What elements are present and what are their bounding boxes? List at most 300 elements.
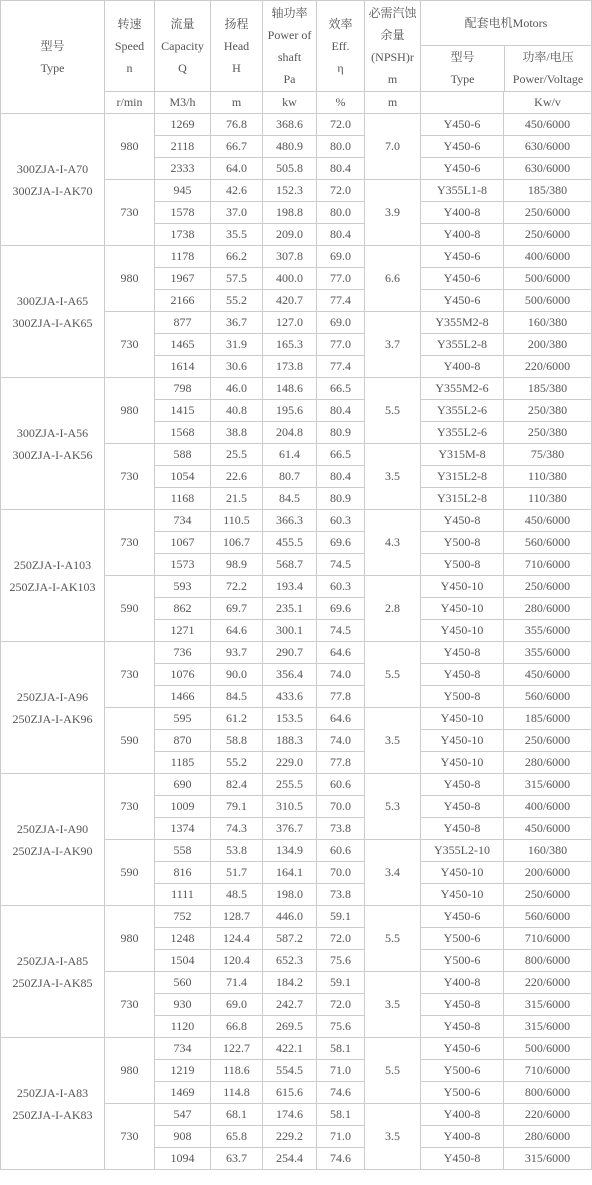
npsh-cell: 3.4 [365, 840, 421, 906]
head-cell: 38.8 [211, 422, 263, 444]
motor-pv-cell: 560/6000 [504, 532, 592, 554]
capacity-cell: 1465 [155, 334, 211, 356]
unit-npsh: m [365, 92, 421, 114]
motor-pv-cell: 185/380 [504, 180, 592, 202]
motor-type-cell: Y315L2-8 [421, 466, 504, 488]
head-cell: 84.5 [211, 686, 263, 708]
head-cell: 93.7 [211, 642, 263, 664]
power-cell: 568.7 [263, 554, 317, 576]
header-row [1, 1, 592, 92]
motor-type-cell: Y500-6 [421, 1082, 504, 1104]
motor-pv-cell: 400/6000 [504, 246, 592, 268]
head-cell: 25.5 [211, 444, 263, 466]
eff-cell: 72.0 [317, 928, 365, 950]
power-cell: 422.1 [263, 1038, 317, 1060]
eff-cell: 66.5 [317, 444, 365, 466]
power-cell: 198.8 [263, 202, 317, 224]
capacity-cell: 1466 [155, 686, 211, 708]
head-cell: 120.4 [211, 950, 263, 972]
npsh-cell: 3.5 [365, 708, 421, 774]
model-type-cell: 300ZJA-I-A70 300ZJA-I-AK70 [1, 114, 105, 246]
capacity-cell: 690 [155, 774, 211, 796]
motor-pv-cell: 355/6000 [504, 642, 592, 664]
motor-pv-cell: 280/6000 [504, 1126, 592, 1148]
power-cell: 505.8 [263, 158, 317, 180]
motor-pv-cell: 200/380 [504, 334, 592, 356]
head-cell: 76.8 [211, 114, 263, 136]
capacity-cell: 2166 [155, 290, 211, 312]
capacity-cell: 560 [155, 972, 211, 994]
eff-cell: 74.5 [317, 554, 365, 576]
motor-type-cell: Y450-8 [421, 642, 504, 664]
npsh-cell: 3.7 [365, 312, 421, 378]
head-cell: 106.7 [211, 532, 263, 554]
motor-pv-cell: 200/6000 [504, 862, 592, 884]
head-cell: 74.3 [211, 818, 263, 840]
model-type-cell: 250ZJA-I-A96 250ZJA-I-AK96 [1, 642, 105, 774]
motor-pv-cell: 315/6000 [504, 774, 592, 796]
table-body [1, 1, 592, 1170]
header-head: 扬程 Head H [211, 1, 263, 92]
motor-pv-cell: 250/6000 [504, 202, 592, 224]
speed-cell: 730 [105, 444, 155, 510]
head-cell: 58.8 [211, 730, 263, 752]
head-cell: 30.6 [211, 356, 263, 378]
eff-cell: 77.8 [317, 686, 365, 708]
power-cell: 254.4 [263, 1148, 317, 1170]
head-cell: 114.8 [211, 1082, 263, 1104]
eff-cell: 80.4 [317, 466, 365, 488]
eff-cell: 69.0 [317, 246, 365, 268]
capacity-cell: 595 [155, 708, 211, 730]
power-cell: 164.1 [263, 862, 317, 884]
motor-type-cell: Y450-10 [421, 752, 504, 774]
motor-pv-cell: 75/380 [504, 444, 592, 466]
motor-pv-cell: 250/380 [504, 422, 592, 444]
eff-cell: 60.3 [317, 510, 365, 532]
motor-pv-cell: 280/6000 [504, 598, 592, 620]
capacity-cell: 870 [155, 730, 211, 752]
eff-cell: 80.9 [317, 422, 365, 444]
power-cell: 368.6 [263, 114, 317, 136]
motor-pv-cell: 185/6000 [504, 708, 592, 730]
eff-cell: 75.6 [317, 950, 365, 972]
capacity-cell: 752 [155, 906, 211, 928]
npsh-cell: 3.5 [365, 444, 421, 510]
header-motor-type: 型号 Type [421, 46, 505, 91]
motor-pv-cell: 710/6000 [504, 928, 592, 950]
table-row [1, 114, 592, 136]
power-cell: 209.0 [263, 224, 317, 246]
eff-cell: 80.0 [317, 202, 365, 224]
capacity-cell: 945 [155, 180, 211, 202]
eff-cell: 59.1 [317, 972, 365, 994]
head-cell: 90.0 [211, 664, 263, 686]
header-power: 轴功率 Power of shaft Pa [263, 1, 317, 92]
capacity-cell: 1271 [155, 620, 211, 642]
motor-pv-cell: 450/6000 [504, 114, 592, 136]
head-cell: 69.7 [211, 598, 263, 620]
power-cell: 188.3 [263, 730, 317, 752]
motor-type-cell: Y450-8 [421, 774, 504, 796]
head-cell: 124.4 [211, 928, 263, 950]
eff-cell: 69.6 [317, 598, 365, 620]
head-cell: 118.6 [211, 1060, 263, 1082]
eff-cell: 74.6 [317, 1082, 365, 1104]
capacity-cell: 736 [155, 642, 211, 664]
header-motors [421, 1, 592, 92]
motor-type-cell: Y315L2-8 [421, 488, 504, 510]
power-cell: 174.6 [263, 1104, 317, 1126]
capacity-cell: 1185 [155, 752, 211, 774]
motor-type-cell: Y450-6 [421, 136, 504, 158]
motor-type-cell: Y355M2-8 [421, 312, 504, 334]
speed-cell: 730 [105, 510, 155, 576]
motor-pv-cell: 800/6000 [504, 950, 592, 972]
npsh-cell: 7.0 [365, 114, 421, 180]
capacity-cell: 1168 [155, 488, 211, 510]
capacity-cell: 1578 [155, 202, 211, 224]
eff-cell: 59.1 [317, 906, 365, 928]
motor-pv-cell: 110/380 [504, 466, 592, 488]
power-cell: 269.5 [263, 1016, 317, 1038]
capacity-cell: 593 [155, 576, 211, 598]
capacity-cell: 798 [155, 378, 211, 400]
npsh-cell: 3.5 [365, 972, 421, 1038]
eff-cell: 74.0 [317, 664, 365, 686]
capacity-cell: 1178 [155, 246, 211, 268]
header-speed: 转速 Speed n [105, 1, 155, 92]
npsh-cell: 5.5 [365, 642, 421, 708]
motor-type-cell: Y450-6 [421, 114, 504, 136]
motor-type-cell: Y450-6 [421, 268, 504, 290]
power-cell: 310.5 [263, 796, 317, 818]
capacity-cell: 877 [155, 312, 211, 334]
capacity-cell: 734 [155, 1038, 211, 1060]
npsh-cell: 6.6 [365, 246, 421, 312]
table-row [1, 1038, 592, 1060]
capacity-cell: 1568 [155, 422, 211, 444]
eff-cell: 72.0 [317, 994, 365, 1016]
motor-pv-cell: 160/380 [504, 312, 592, 334]
npsh-cell: 3.9 [365, 180, 421, 246]
eff-cell: 80.9 [317, 488, 365, 510]
npsh-cell: 4.3 [365, 510, 421, 576]
motor-pv-cell: 250/6000 [504, 224, 592, 246]
motor-pv-cell: 250/6000 [504, 884, 592, 906]
capacity-cell: 547 [155, 1104, 211, 1126]
eff-cell: 80.4 [317, 158, 365, 180]
header-npsh: 必需汽蚀 余量 (NPSH)r m [365, 1, 421, 92]
eff-cell: 73.8 [317, 818, 365, 840]
motor-type-cell: Y450-8 [421, 664, 504, 686]
eff-cell: 80.4 [317, 400, 365, 422]
motor-pv-cell: 450/6000 [504, 510, 592, 532]
motor-type-cell: Y450-8 [421, 510, 504, 532]
header-motor-pv: 功率/电压 Power/Voltage [512, 50, 584, 86]
table-row [1, 774, 592, 796]
motor-pv-cell: 220/6000 [504, 1104, 592, 1126]
capacity-cell: 1009 [155, 796, 211, 818]
eff-cell: 72.0 [317, 180, 365, 202]
motor-type-cell: Y315M-8 [421, 444, 504, 466]
power-cell: 134.9 [263, 840, 317, 862]
npsh-cell: 5.3 [365, 774, 421, 840]
head-cell: 64.0 [211, 158, 263, 180]
head-cell: 51.7 [211, 862, 263, 884]
motor-type-cell: Y450-6 [421, 1038, 504, 1060]
motor-pv-cell: 355/6000 [504, 620, 592, 642]
power-cell: 198.0 [263, 884, 317, 906]
power-cell: 152.3 [263, 180, 317, 202]
eff-cell: 58.1 [317, 1104, 365, 1126]
capacity-cell: 816 [155, 862, 211, 884]
power-cell: 356.4 [263, 664, 317, 686]
model-type-cell: 250ZJA-I-A103 250ZJA-I-AK103 [1, 510, 105, 642]
model-type-cell: 250ZJA-I-A83 250ZJA-I-AK83 [1, 1038, 105, 1170]
capacity-cell: 1076 [155, 664, 211, 686]
motor-type-cell: Y400-8 [421, 972, 504, 994]
eff-cell: 66.5 [317, 378, 365, 400]
model-type-cell: 250ZJA-I-A90 250ZJA-I-AK90 [1, 774, 105, 906]
capacity-cell: 1269 [155, 114, 211, 136]
table-row [1, 510, 592, 532]
npsh-cell: 5.5 [365, 1038, 421, 1104]
eff-cell: 80.4 [317, 224, 365, 246]
motor-type-cell: Y500-6 [421, 1060, 504, 1082]
motor-type-cell: Y500-6 [421, 950, 504, 972]
eff-cell: 80.0 [317, 136, 365, 158]
motor-type-cell: Y400-8 [421, 1126, 504, 1148]
head-cell: 42.6 [211, 180, 263, 202]
motor-type-cell: Y450-10 [421, 884, 504, 906]
motor-pv-cell: 185/380 [504, 378, 592, 400]
motor-pv-cell: 250/6000 [504, 730, 592, 752]
power-cell: 84.5 [263, 488, 317, 510]
motor-type-cell: Y450-6 [421, 158, 504, 180]
head-cell: 122.7 [211, 1038, 263, 1060]
eff-cell: 77.4 [317, 290, 365, 312]
table-row [1, 642, 592, 664]
power-cell: 242.7 [263, 994, 317, 1016]
motor-type-cell: Y450-10 [421, 862, 504, 884]
power-cell: 127.0 [263, 312, 317, 334]
head-cell: 66.2 [211, 246, 263, 268]
power-cell: 195.6 [263, 400, 317, 422]
capacity-cell: 1614 [155, 356, 211, 378]
motor-pv-cell: 500/6000 [504, 290, 592, 312]
eff-cell: 60.6 [317, 840, 365, 862]
power-cell: 554.5 [263, 1060, 317, 1082]
eff-cell: 64.6 [317, 642, 365, 664]
table-row [1, 246, 592, 268]
motor-type-cell: Y500-8 [421, 554, 504, 576]
speed-cell: 590 [105, 576, 155, 642]
motor-type-cell: Y450-10 [421, 576, 504, 598]
header-type: 型号 Type [1, 1, 105, 114]
unit-capacity: M3/h [155, 92, 211, 114]
motor-type-cell: Y355L2-10 [421, 840, 504, 862]
capacity-cell: 930 [155, 994, 211, 1016]
header-eff: 效率 Eff. η [317, 1, 365, 92]
motor-type-cell: Y500-8 [421, 532, 504, 554]
motor-type-cell: Y450-8 [421, 1148, 504, 1170]
capacity-cell: 1219 [155, 1060, 211, 1082]
unit-head: m [211, 92, 263, 114]
head-cell: 61.2 [211, 708, 263, 730]
motor-type-cell: Y450-10 [421, 708, 504, 730]
head-cell: 55.2 [211, 752, 263, 774]
head-cell: 69.0 [211, 994, 263, 1016]
head-cell: 21.5 [211, 488, 263, 510]
npsh-cell: 3.5 [365, 1104, 421, 1170]
motor-type-cell: Y450-10 [421, 730, 504, 752]
motor-type-cell: Y500-8 [421, 686, 504, 708]
eff-cell: 64.6 [317, 708, 365, 730]
eff-cell: 69.0 [317, 312, 365, 334]
motor-type-cell: Y500-6 [421, 928, 504, 950]
motor-pv-cell: 315/6000 [504, 1016, 592, 1038]
head-cell: 65.8 [211, 1126, 263, 1148]
motor-type-cell: Y355L2-8 [421, 334, 504, 356]
head-cell: 98.9 [211, 554, 263, 576]
motor-pv-cell: 250/6000 [504, 576, 592, 598]
power-cell: 255.5 [263, 774, 317, 796]
power-cell: 61.4 [263, 444, 317, 466]
motor-pv-cell: 710/6000 [504, 554, 592, 576]
motor-type-cell: Y450-8 [421, 994, 504, 1016]
speed-cell: 730 [105, 642, 155, 708]
motor-pv-cell: 160/380 [504, 840, 592, 862]
capacity-cell: 1415 [155, 400, 211, 422]
power-cell: 420.7 [263, 290, 317, 312]
motor-pv-cell: 500/6000 [504, 1038, 592, 1060]
npsh-cell: 5.5 [365, 378, 421, 444]
speed-cell: 730 [105, 1104, 155, 1170]
head-cell: 71.4 [211, 972, 263, 994]
eff-cell: 74.6 [317, 1148, 365, 1170]
eff-cell: 71.0 [317, 1126, 365, 1148]
head-cell: 37.0 [211, 202, 263, 224]
motor-type-cell: Y355L2-6 [421, 422, 504, 444]
power-cell: 165.3 [263, 334, 317, 356]
head-cell: 55.2 [211, 290, 263, 312]
head-cell: 48.5 [211, 884, 263, 906]
eff-cell: 75.6 [317, 1016, 365, 1038]
capacity-cell: 862 [155, 598, 211, 620]
capacity-cell: 1504 [155, 950, 211, 972]
motor-pv-cell: 220/6000 [504, 356, 592, 378]
head-cell: 40.8 [211, 400, 263, 422]
motor-type-cell: Y450-6 [421, 290, 504, 312]
motor-pv-cell: 560/6000 [504, 906, 592, 928]
capacity-cell: 1248 [155, 928, 211, 950]
eff-cell: 73.8 [317, 884, 365, 906]
speed-cell: 730 [105, 972, 155, 1038]
eff-cell: 70.0 [317, 796, 365, 818]
speed-cell: 590 [105, 840, 155, 906]
capacity-cell: 1111 [155, 884, 211, 906]
speed-cell: 980 [105, 378, 155, 444]
power-cell: 455.5 [263, 532, 317, 554]
motor-type-cell: Y355M2-6 [421, 378, 504, 400]
motor-pv-cell: 630/6000 [504, 136, 592, 158]
power-cell: 587.2 [263, 928, 317, 950]
eff-cell: 72.0 [317, 114, 365, 136]
power-cell: 229.0 [263, 752, 317, 774]
power-cell: 153.5 [263, 708, 317, 730]
capacity-cell: 734 [155, 510, 211, 532]
unit-eff: % [317, 92, 365, 114]
power-cell: 204.8 [263, 422, 317, 444]
capacity-cell: 1469 [155, 1082, 211, 1104]
capacity-cell: 588 [155, 444, 211, 466]
header-capacity: 流量 Capacity Q [155, 1, 211, 92]
motor-type-cell: Y450-8 [421, 796, 504, 818]
unit-motor-pv: Kw/v [504, 92, 592, 114]
motor-pv-cell: 710/6000 [504, 1060, 592, 1082]
motor-pv-cell: 220/6000 [504, 972, 592, 994]
power-cell: 366.3 [263, 510, 317, 532]
head-cell: 66.8 [211, 1016, 263, 1038]
head-cell: 53.8 [211, 840, 263, 862]
speed-cell: 730 [105, 180, 155, 246]
eff-cell: 77.8 [317, 752, 365, 774]
motor-pv-cell: 315/6000 [504, 1148, 592, 1170]
npsh-cell: 2.8 [365, 576, 421, 642]
capacity-cell: 2118 [155, 136, 211, 158]
power-cell: 433.6 [263, 686, 317, 708]
capacity-cell: 2333 [155, 158, 211, 180]
motor-type-cell: Y355L1-8 [421, 180, 504, 202]
motor-type-cell: Y400-8 [421, 1104, 504, 1126]
model-type-cell: 300ZJA-I-A65 300ZJA-I-AK65 [1, 246, 105, 378]
capacity-cell: 558 [155, 840, 211, 862]
unit-speed: r/min [105, 92, 155, 114]
head-cell: 66.7 [211, 136, 263, 158]
speed-cell: 730 [105, 312, 155, 378]
power-cell: 307.8 [263, 246, 317, 268]
speed-cell: 980 [105, 1038, 155, 1104]
power-cell: 446.0 [263, 906, 317, 928]
unit-power: kw [263, 92, 317, 114]
power-cell: 300.1 [263, 620, 317, 642]
table-row [1, 906, 592, 928]
head-cell: 22.6 [211, 466, 263, 488]
motor-type-cell: Y400-8 [421, 202, 504, 224]
header-motors-sub [421, 46, 591, 91]
capacity-cell: 1054 [155, 466, 211, 488]
power-cell: 173.8 [263, 356, 317, 378]
power-cell: 400.0 [263, 268, 317, 290]
power-cell: 184.2 [263, 972, 317, 994]
speed-cell: 730 [105, 774, 155, 840]
motor-type-cell: Y355L2-6 [421, 400, 504, 422]
model-type-cell: 250ZJA-I-A85 250ZJA-I-AK85 [1, 906, 105, 1038]
unit-motor-type [421, 92, 504, 114]
speed-cell: 980 [105, 114, 155, 180]
capacity-cell: 1094 [155, 1148, 211, 1170]
head-cell: 46.0 [211, 378, 263, 400]
power-cell: 480.9 [263, 136, 317, 158]
npsh-cell: 5.5 [365, 906, 421, 972]
motor-type-cell: Y450-8 [421, 1016, 504, 1038]
power-cell: 148.6 [263, 378, 317, 400]
motor-pv-cell: 450/6000 [504, 664, 592, 686]
head-cell: 63.7 [211, 1148, 263, 1170]
motor-type-cell: Y450-10 [421, 620, 504, 642]
motor-pv-cell: 450/6000 [504, 818, 592, 840]
